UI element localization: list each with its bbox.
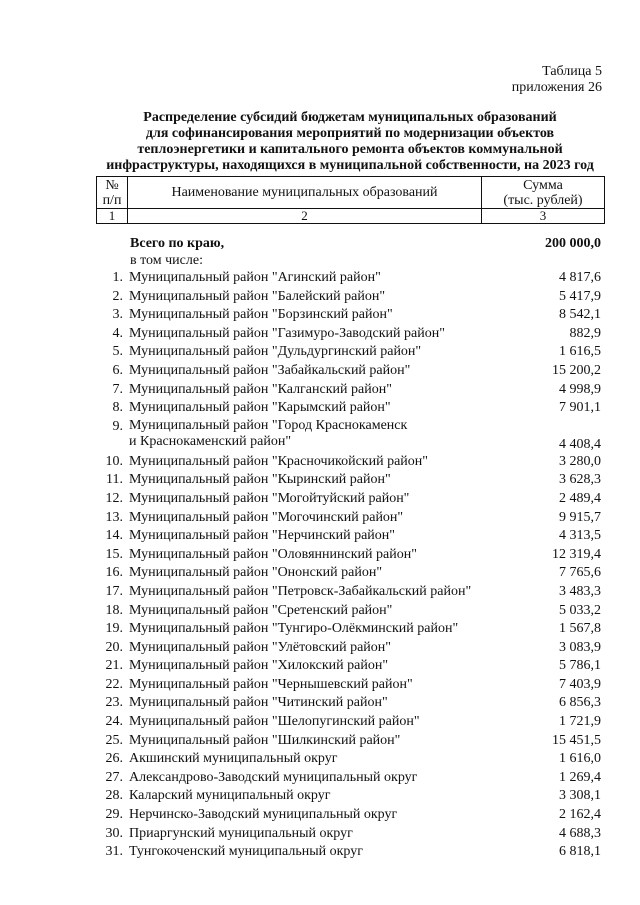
subsidy-amount: 4 817,6: [559, 270, 601, 285]
row-number: 2.: [112, 288, 123, 304]
row-number: 22.: [105, 676, 123, 692]
row-number: 26.: [105, 751, 123, 767]
row-number: 20.: [105, 639, 123, 655]
table-row: [96, 288, 605, 307]
row-number: 8.: [112, 400, 123, 416]
municipality-name: Муниципальный район "Оловяннинский район": [129, 546, 417, 562]
header-sum-unit: (тыс. рублей): [503, 192, 583, 208]
row-number: 4.: [112, 325, 123, 341]
row-number: 15.: [105, 546, 123, 562]
municipality-name: Каларский муниципальный округ: [129, 788, 331, 804]
title-line: для софинансирования мероприятий по модернизации объектов: [145, 126, 555, 141]
municipality-name: Муниципальный район "Петровск-Забайкальский район": [129, 583, 472, 599]
municipality-name-line: и Краснокаменский район": [129, 433, 292, 449]
column-number-1: 1: [97, 209, 128, 224]
subsidy-amount: 6 856,3: [559, 695, 601, 711]
municipality-name: Муниципальный район "Нерчинский район": [129, 528, 395, 544]
table-row: [96, 825, 605, 844]
subsidy-amount: 3 308,1: [559, 788, 601, 804]
document-title: [92, 110, 608, 174]
row-number: 1.: [112, 270, 123, 285]
header-name-cell: Наименование муниципальных образований: [128, 177, 482, 209]
table-row: [96, 527, 605, 546]
table-row: [96, 418, 605, 453]
subsidy-amount: 8 542,1: [559, 307, 601, 323]
header-number-symbol: №: [105, 177, 119, 193]
table-row: [96, 453, 605, 472]
subsidy-amount: 6 818,1: [559, 844, 601, 860]
row-number: 25.: [105, 732, 123, 748]
row-number: 30.: [105, 825, 123, 841]
row-number: 24.: [105, 714, 123, 730]
municipality-name: [129, 418, 489, 450]
table-number: Таблица 5: [542, 64, 602, 79]
municipality-name: Тунгокоченский муниципальный округ: [129, 844, 363, 860]
row-number: 28.: [105, 788, 123, 804]
table-row: [96, 750, 605, 769]
table-row: [96, 325, 605, 344]
municipality-name: Муниципальный район "Улётовский район": [129, 639, 391, 655]
municipality-name: Муниципальный район "Балейский район": [129, 288, 386, 304]
row-number: 16.: [105, 565, 123, 581]
subsidy-amount: 4 998,9: [559, 381, 601, 397]
municipality-name: Муниципальный район "Агинский район": [129, 270, 381, 285]
table-row: [96, 843, 605, 862]
title-line: теплоэнергетики и капитального ремонта объектов коммунальной: [137, 142, 563, 157]
subsidy-amount: 15 451,5: [552, 732, 601, 748]
municipality-name: Муниципальный район "Шелопугинский район": [129, 714, 420, 730]
column-number-3: 3: [482, 209, 605, 224]
row-number: 6.: [112, 362, 123, 378]
row-number: 27.: [105, 769, 123, 785]
municipality-name: Муниципальный район "Сретенский район": [129, 602, 393, 618]
title-line: Распределение субсидий бюджетам муниципальных образований: [143, 110, 557, 125]
subsidy-amount: 3 280,0: [559, 453, 601, 469]
subsidy-amount: 2 162,4: [559, 807, 601, 823]
table-row: [96, 343, 605, 362]
table-row: [96, 602, 605, 621]
subsidy-amount: 5 786,1: [559, 658, 601, 674]
table-row: [96, 620, 605, 639]
subsidy-amount: 1 616,0: [559, 751, 601, 767]
subsidy-amount: 1 721,9: [559, 714, 601, 730]
row-number: 31.: [105, 844, 123, 860]
subsidy-amount: 5 417,9: [559, 288, 601, 304]
header-number-cell: [97, 177, 128, 209]
row-number: 3.: [112, 307, 123, 323]
subsidy-amount: 1 567,8: [559, 621, 601, 637]
subsidy-amount: 12 319,4: [552, 546, 601, 562]
municipality-name: Муниципальный район "Чернышевский район": [129, 676, 413, 692]
subsidy-amount: 3 628,3: [559, 472, 601, 488]
municipality-name: Нерчинско-Заводский муниципальный округ: [129, 807, 398, 823]
municipality-name: Муниципальный район "Ононский район": [129, 565, 383, 581]
table-row: [96, 694, 605, 713]
municipality-name: Муниципальный район "Красночикойский район": [129, 453, 428, 469]
subsidy-amount: 4 408,4: [559, 436, 601, 452]
total-row: [96, 235, 605, 253]
table-reference: [512, 64, 602, 96]
municipality-name: Муниципальный район "Шилкинский район": [129, 732, 401, 748]
table-header: [96, 176, 605, 224]
table-row: [96, 564, 605, 583]
subsidy-amount: 7 765,6: [559, 565, 601, 581]
header-sum-label: Сумма: [523, 177, 563, 193]
table-row: [96, 732, 605, 751]
subsidy-amount: 1 616,5: [559, 344, 601, 360]
municipality-name: Муниципальный район "Кыринский район": [129, 472, 391, 488]
row-number: 21.: [105, 658, 123, 674]
table-body: [96, 269, 605, 862]
subsidy-amount: 4 313,5: [559, 528, 601, 544]
table-row: [96, 639, 605, 658]
municipality-name: Муниципальный район "Борзинский район": [129, 307, 393, 323]
table-row: [96, 769, 605, 788]
municipality-name: Муниципальный район "Калганский район": [129, 381, 392, 397]
subsidy-amount: 882,9: [569, 325, 601, 341]
subsidy-amount: 3 083,9: [559, 639, 601, 655]
total-label: Всего по краю,: [130, 236, 225, 251]
row-number: 13.: [105, 509, 123, 525]
table-row: [96, 509, 605, 528]
municipality-name: Муниципальный район "Карымский район": [129, 400, 391, 416]
title-line: инфраструктуры, находящихся в муниципальной собственности, на 2023 год: [106, 158, 594, 173]
row-number: 17.: [105, 583, 123, 599]
appendix-reference: приложения 26: [511, 80, 602, 95]
including-label: в том числе:: [130, 253, 203, 268]
subsidy-amount: 2 489,4: [559, 490, 601, 506]
subsidy-amount: 4 688,3: [559, 825, 601, 841]
row-number: 7.: [112, 381, 123, 397]
row-number: 23.: [105, 695, 123, 711]
municipality-name-line: Муниципальный район "Город Краснокаменск: [129, 417, 408, 433]
table-row: [96, 676, 605, 695]
table-row: [96, 657, 605, 676]
header-sum-cell: [482, 177, 605, 209]
column-number-2: 2: [128, 209, 482, 224]
row-number: 5.: [112, 344, 123, 360]
municipality-name: Приаргунский муниципальный округ: [129, 825, 353, 841]
table-row: [96, 381, 605, 400]
row-number: 12.: [105, 490, 123, 506]
table-row: [96, 806, 605, 825]
table-row: [96, 471, 605, 490]
table-row: [96, 306, 605, 325]
municipality-name: Муниципальный район "Хилокский район": [129, 658, 389, 674]
row-number: 10.: [105, 453, 123, 469]
municipality-name: Муниципальный район "Дульдургинский район": [129, 344, 422, 360]
municipality-name: Александрово-Заводский муниципальный округ: [129, 769, 418, 785]
table-row: [96, 399, 605, 418]
row-number: 18.: [105, 602, 123, 618]
table-row: [96, 490, 605, 509]
total-value: 200 000,0: [545, 236, 601, 251]
subsidy-amount: 5 033,2: [559, 602, 601, 618]
subsidy-amount: 3 483,3: [559, 583, 601, 599]
subsidy-amount: 7 403,9: [559, 676, 601, 692]
table-row: [96, 269, 605, 288]
municipality-name: Муниципальный район "Тунгиро-Олёкминский район": [129, 621, 459, 637]
table-row: [96, 546, 605, 565]
subsidy-amount: 7 901,1: [559, 400, 601, 416]
table-row: [96, 713, 605, 732]
municipality-name: Муниципальный район "Могойтуйский район": [129, 490, 410, 506]
table-row: [96, 362, 605, 381]
row-number: 14.: [105, 528, 123, 544]
municipality-name: Муниципальный район "Забайкальский район": [129, 362, 411, 378]
row-number: 29.: [105, 807, 123, 823]
row-number: 9.: [112, 418, 123, 434]
subsidy-amount: 9 915,7: [559, 509, 601, 525]
table-row: [96, 583, 605, 602]
municipality-name: Муниципальный район "Газимуро-Заводский район": [129, 325, 445, 341]
municipality-name: Муниципальный район "Могочинский район": [129, 509, 404, 525]
subsidy-amount: 15 200,2: [552, 362, 601, 378]
municipality-name: Муниципальный район "Читинский район": [129, 695, 388, 711]
row-number: 19.: [105, 621, 123, 637]
row-number: 11.: [106, 472, 123, 488]
municipality-name: Акшинский муниципальный округ: [129, 751, 338, 767]
header-number-abbr: п/п: [102, 192, 122, 208]
subsidy-amount: 1 269,4: [559, 769, 601, 785]
table-row: [96, 787, 605, 806]
